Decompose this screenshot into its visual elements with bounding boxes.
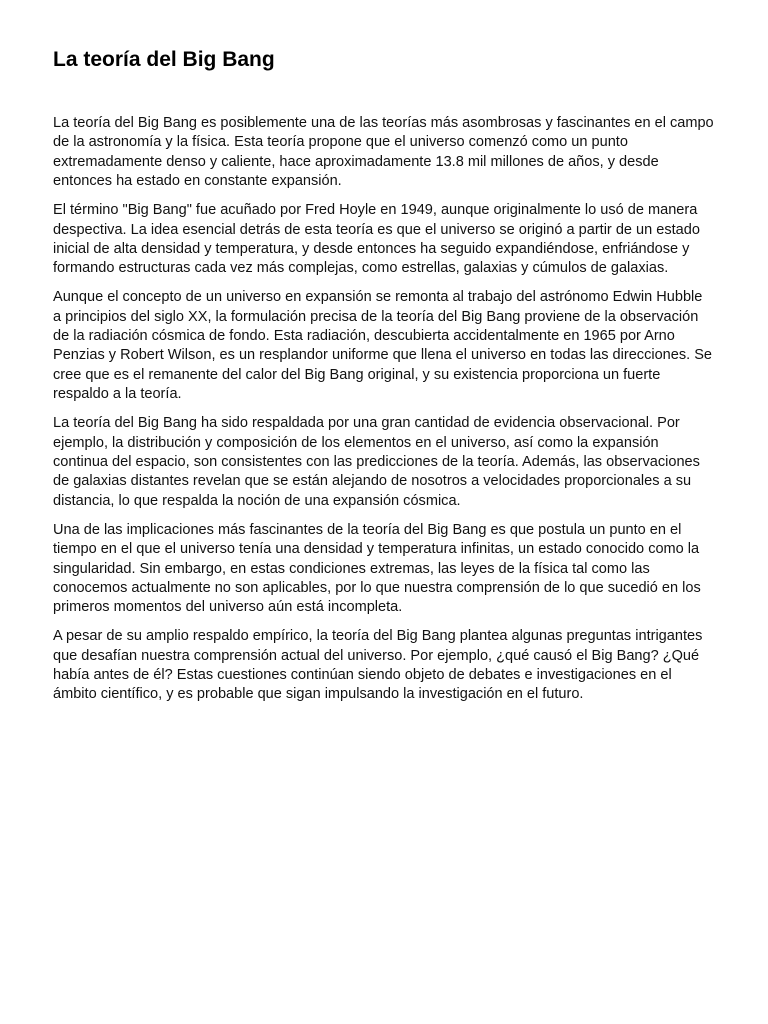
paragraph-line: de la radiación cósmica de fondo. Esta radiación, descubierta accidentalmente en 1965 por Arno bbox=[53, 328, 675, 345]
paragraph-line: cree que es el remanente del calor del Big Bang original, y su existencia proporciona un fuerte bbox=[53, 366, 661, 383]
paragraph-line: El término "Big Bang" fue acuñado por Fred Hoyle en 1949, aunque originalmente lo usó de manera bbox=[53, 202, 698, 219]
paragraph bbox=[53, 627, 768, 705]
paragraph-line: conocemos actualmente no son aplicables, por lo que nuestra comprensión de lo que sucedió en los bbox=[53, 579, 701, 596]
paragraph bbox=[53, 521, 768, 618]
paragraph-line: primeros momentos del universo aún está incompleta. bbox=[53, 599, 403, 616]
paragraph-line: de galaxias distantes revelan que se están alejando de nosotros a velocidades proporcionales a su bbox=[53, 473, 692, 490]
paragraph-line: continua del espacio, son consistentes con las predicciones de la teoría. Además, las observaciones bbox=[53, 454, 700, 470]
paragraph-line: formando estructuras cada vez más complejas, como estrellas, galaxias y cúmulos de galaxias. bbox=[53, 260, 669, 277]
paragraph-line: tiempo en el que el universo tenía una densidad y temperatura infinitas, un estado conocido como la bbox=[53, 541, 700, 558]
paragraph-line: entonces ha estado en constante expansión. bbox=[53, 173, 342, 190]
paragraph-line: La teoría del Big Bang ha sido respaldada por una gran cantidad de evidencia observacional. Por bbox=[53, 415, 680, 432]
paragraph-line: que desafían nuestra comprensión actual del universo. Por ejemplo, ¿qué causó el Big Bang? ¿Qué bbox=[53, 647, 700, 664]
paragraph-line: A pesar de su amplio respaldo empírico, la teoría del Big Bang plantea algunas preguntas intrigantes bbox=[53, 628, 703, 645]
document-body bbox=[53, 114, 768, 705]
paragraph-line: ámbito científico, y es probable que sigan impulsando la investigación en el futuro. bbox=[53, 686, 584, 703]
paragraph-line: inicial de alta densidad y temperatura, y desde entonces ha seguido expandiéndose, enfriándose y bbox=[53, 240, 690, 257]
paragraph bbox=[53, 414, 768, 511]
paragraph-line: extremadamente denso y caliente, hace aproximadamente 13.8 mil millones de años, y desde bbox=[53, 153, 659, 170]
paragraph-line: había antes de él? Estas cuestiones continúan siendo objeto de debates e investigaciones en el bbox=[53, 667, 672, 684]
paragraph bbox=[53, 114, 768, 192]
paragraph-line: singularidad. Sin embargo, en estas condiciones extremas, las leyes de la física tal como las bbox=[53, 560, 650, 577]
page-title: La teoría del Big Bang bbox=[53, 48, 275, 71]
paragraph bbox=[53, 201, 768, 279]
paragraph-line: Aunque el concepto de un universo en expansión se remonta al trabajo del astrónomo Edwin Hubble bbox=[53, 289, 703, 306]
paragraph-line: de la astronomía y la física. Esta teoría propone que el universo comenzó como un punto bbox=[53, 134, 628, 151]
paragraph-line: Una de las implicaciones más fascinantes de la teoría del Big Bang es que postula un punto en el bbox=[53, 521, 682, 538]
paragraph-line: Penzias y Robert Wilson, es un resplandor uniforme que llena el universo en todas las direcciones. Se bbox=[53, 347, 713, 364]
paragraph-line: respaldo a la teoría. bbox=[53, 386, 182, 403]
paragraph-line: distancia, lo que respalda la noción de una expansión cósmica. bbox=[53, 492, 461, 509]
paragraph-line: a principios del siglo XX, la formulación precisa de la teoría del Big Bang proviene de la observación bbox=[53, 308, 699, 325]
paragraph-line: despectiva. La idea esencial detrás de esta teoría es que el universo se originó a partir de un estado bbox=[53, 221, 700, 238]
paragraph-line: ejemplo, la distribución y composición de los elementos en el universo, así como la expansión bbox=[53, 434, 659, 451]
paragraph bbox=[53, 288, 768, 404]
paragraph-line: La teoría del Big Bang es posiblemente una de las teorías más asombrosas y fascinantes en el campo bbox=[53, 115, 714, 131]
